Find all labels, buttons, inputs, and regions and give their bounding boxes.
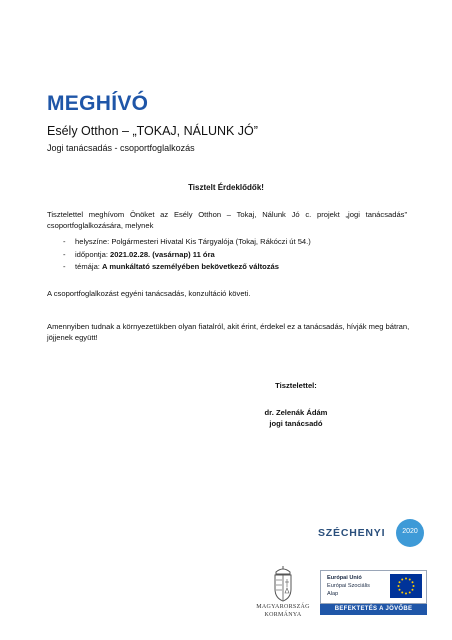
bullet-dash: - — [63, 249, 66, 259]
list-item — [47, 249, 407, 262]
project-subtitle: Esély Otthon – „TOKAJ, NÁLUNK JÓ” — [47, 124, 258, 138]
topic-value: A munkáltató személyében bekövetkező változás — [102, 262, 279, 271]
list-item — [47, 236, 407, 249]
government-name-line2: KORMÁNYA — [264, 612, 302, 618]
bullet-dash: - — [63, 262, 66, 271]
eu-flag-icon — [390, 574, 422, 598]
eu-name: Európai Unió — [327, 575, 362, 581]
location-value: Polgármesteri Hivatal Kis Tárgyalója (Tokaj, Rákóczi út 54.) — [111, 237, 311, 246]
greeting: Tisztelt Érdeklődők! — [188, 183, 264, 192]
bullet-dash: - — [63, 237, 66, 246]
signer-name: dr. Zelenák Ádám — [264, 408, 328, 417]
signer-block — [236, 407, 356, 429]
government-name-line1: MAGYARORSZÁG — [256, 604, 310, 610]
eu-fund-line2: Alap — [327, 591, 339, 597]
document-title: MEGHÍVÓ — [47, 92, 149, 115]
invite-paragraph: Amennyiben tudnak a környezetükben olyan fiatalról, akit érint, érdekel ez a tanácsadás, hívják meg bátran, jöjjenek együtt! — [47, 322, 410, 342]
eu-fund-line1: Európai Szociális — [327, 583, 370, 589]
intro-paragraph: Tisztelettel meghívom Önöket az Esély Otthon – Tokaj, Nálunk Jó c. projekt „jogi tanácsadás” csoportfoglalkozására, melynek — [47, 210, 407, 230]
szechenyi-logo-text: SZÉCHENYI — [318, 527, 386, 539]
event-type: Jogi tanácsadás - csoportfoglalkozás — [47, 143, 195, 153]
investment-slogan: BEFEKTETÉS A JÖVŐBE — [320, 604, 427, 615]
date-label: időpontja: — [75, 249, 111, 259]
topic-label: témája: — [75, 262, 103, 271]
details-list — [47, 236, 407, 274]
followup-paragraph: A csoportfoglalkozást egyéni tanácsadás, konzultáció követi. — [47, 289, 251, 298]
szechenyi-year: 2020 — [402, 528, 418, 535]
list-item — [47, 261, 407, 274]
date-value: 2021.02.28. (vasárnap) 11 óra — [110, 249, 215, 259]
coat-of-arms-icon — [270, 565, 296, 603]
closing: Tisztelettel: — [275, 381, 317, 390]
signer-role: jogi tanácsadó — [269, 419, 323, 428]
location-label: helyszíne: — [75, 237, 112, 246]
